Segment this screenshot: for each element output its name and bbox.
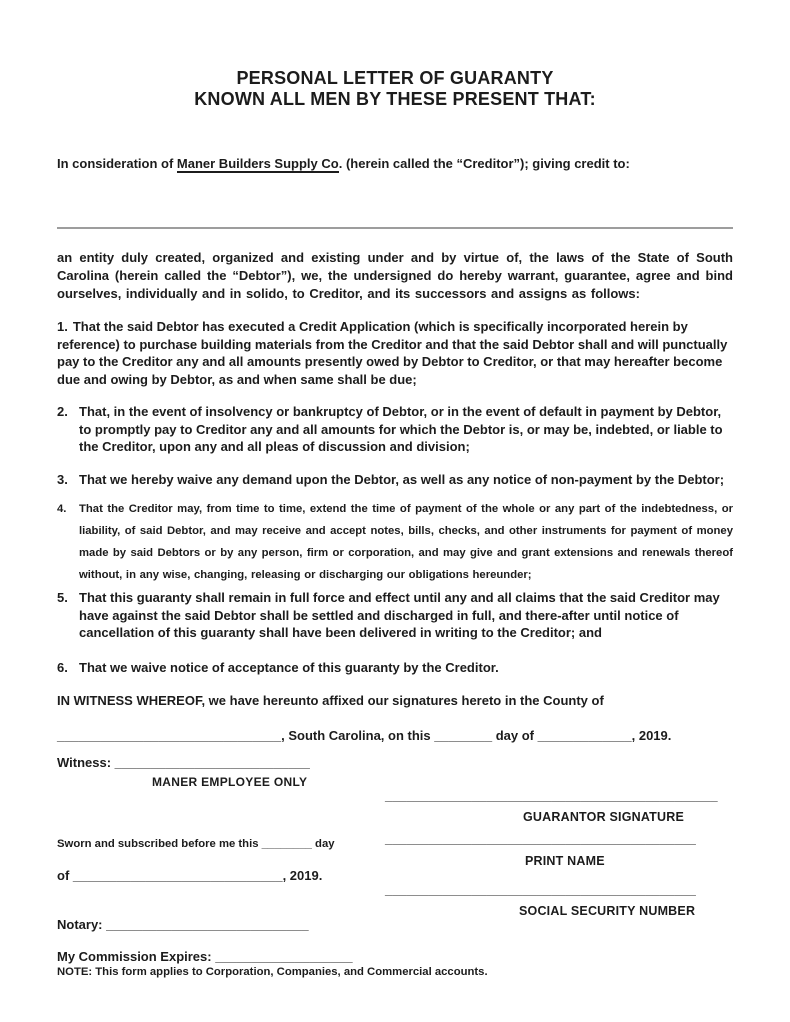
commission-expires-field[interactable]: ___________________ bbox=[215, 949, 353, 964]
notary-label: Notary: bbox=[57, 917, 107, 932]
social-security-field[interactable]: ___________________________________________ bbox=[385, 882, 696, 897]
clause-4-number: 4. bbox=[57, 503, 67, 515]
social-security-label: SOCIAL SECURITY NUMBER bbox=[519, 904, 696, 918]
clause-5-number: 5. bbox=[57, 590, 68, 605]
witness-label: Witness: bbox=[57, 755, 115, 770]
commission-label: My Commission Expires: bbox=[57, 949, 216, 964]
of-year: , 2019. bbox=[282, 868, 323, 883]
sworn-day-field[interactable]: ________ bbox=[261, 838, 312, 850]
clause-2-text: That, in the event of insolvency or bankruptcy of Debtor, or in the event of default in payment by Debtor, to promptly pay to Creditor any and all amounts for which the Debtor is, or may be, indebted, or liable to the Creditor, upon any and all pleas of discussion and division; bbox=[79, 404, 723, 454]
month-blank-field[interactable]: _____________ bbox=[537, 727, 632, 743]
debtor-name-rule[interactable] bbox=[57, 227, 733, 229]
print-name-field[interactable]: ___________________________________________ bbox=[385, 831, 696, 846]
sworn-row bbox=[57, 838, 335, 850]
sworn-text: Sworn and subscribed before me this bbox=[57, 838, 262, 850]
title-line-2: KNOWN ALL MEN BY THESE PRESENT THAT: bbox=[194, 89, 596, 109]
clause-4-text: That the Creditor may, from time to time, extend the time of payment of the whole or any part of the indebtedness, or liability, of said Debtor, and may receive and accept notes, bills, checks, and other instruments for payment of money made by said Debtors or by any person, firm or corporation, and may give and grant extensions and renewals thereof without, in any wise, changing, releasing or discharging our obligations hereunder; bbox=[79, 503, 733, 581]
clause-1 bbox=[57, 318, 733, 388]
signature-section bbox=[57, 754, 733, 999]
maner-employee-only-label: MANER EMPLOYEE ONLY bbox=[152, 775, 308, 789]
witness-signature-field[interactable]: ___________________________ bbox=[114, 755, 310, 770]
clause-6-number: 6. bbox=[57, 659, 68, 675]
clause-5 bbox=[57, 589, 733, 642]
clause-6-text: That we waive notice of acceptance of this guaranty by the Creditor. bbox=[79, 659, 499, 675]
of-label: of bbox=[57, 868, 73, 883]
clause-4 bbox=[57, 498, 733, 586]
consideration-line bbox=[57, 155, 733, 172]
clause-2 bbox=[57, 403, 733, 456]
county-date-line bbox=[57, 727, 733, 745]
guarantor-signature-label: GUARANTOR SIGNATURE bbox=[523, 810, 684, 824]
clause-6 bbox=[57, 659, 733, 677]
document-title bbox=[57, 68, 733, 110]
witness-clause: IN WITNESS WHEREOF, we have hereunto affixed our signatures hereto in the County of bbox=[57, 693, 604, 708]
clause-3 bbox=[57, 471, 733, 489]
notary-row bbox=[57, 917, 309, 932]
clause-1-text: That the said Debtor has executed a Credit Application (which is specifically incorporated herein by reference) to purchase building materials from the Creditor and that the said Debtor shall and will punctually pay to the Creditor any and all amounts presently owed by Debtor to Creditor, or that may hereafter become due and owing by Debtor, as and when same shall be due; bbox=[57, 319, 728, 387]
sworn-month-field[interactable]: _____________________________ bbox=[72, 868, 283, 883]
day-blank-field[interactable]: ________ bbox=[434, 727, 493, 743]
consideration-prefix: In consideration of bbox=[57, 156, 177, 171]
sworn-month-row bbox=[57, 868, 322, 883]
guarantor-signature-field[interactable]: ______________________________________________ bbox=[385, 788, 718, 803]
clause-2-number: 2. bbox=[57, 404, 68, 419]
title-line-1: PERSONAL LETTER OF GUARANTY bbox=[236, 68, 554, 88]
clause-3-number: 3. bbox=[57, 471, 68, 487]
form-note: NOTE: This form applies to Corporation, Companies, and Commercial accounts. bbox=[57, 966, 488, 978]
clause-1-number: 1. bbox=[57, 319, 68, 334]
clause-5-text: That this guaranty shall remain in full force and effect until any and all claims that the said Creditor may have against the said Debtor shall be settled and discharged in full, and there-after until notice of cancellation of this guaranty shall have been delivered in writing to the Creditor; and bbox=[79, 590, 720, 640]
county-line-year: , 2019. bbox=[631, 727, 672, 743]
creditor-company-name: Maner Builders Supply Co bbox=[176, 156, 339, 171]
clause-3-text: That we hereby waive any demand upon the Debtor, as well as any notice of non-payment by the Debtor; bbox=[79, 471, 725, 487]
consideration-suffix: . (herein called the “Creditor”); giving credit to: bbox=[338, 156, 630, 171]
print-name-label: PRINT NAME bbox=[525, 854, 605, 868]
notary-signature-field[interactable]: ____________________________ bbox=[106, 917, 309, 932]
county-line-text-1: , South Carolina, on this bbox=[281, 727, 435, 743]
county-line-text-2: day of bbox=[492, 727, 538, 743]
commission-row bbox=[57, 949, 353, 964]
sworn-suffix: day bbox=[311, 838, 335, 850]
intro-paragraph: an entity duly created, organized and existing under and by virtue of, the laws of the State of South Carolina (herein called the “Debtor”), we, the undersigned do hereby warrant, guarantee, agree and bind ourselves, individually and in solido, to Creditor, and its successors and assigns as follows: bbox=[57, 250, 733, 301]
witness-row bbox=[57, 755, 310, 770]
county-blank-field[interactable]: _______________________________ bbox=[57, 727, 282, 743]
